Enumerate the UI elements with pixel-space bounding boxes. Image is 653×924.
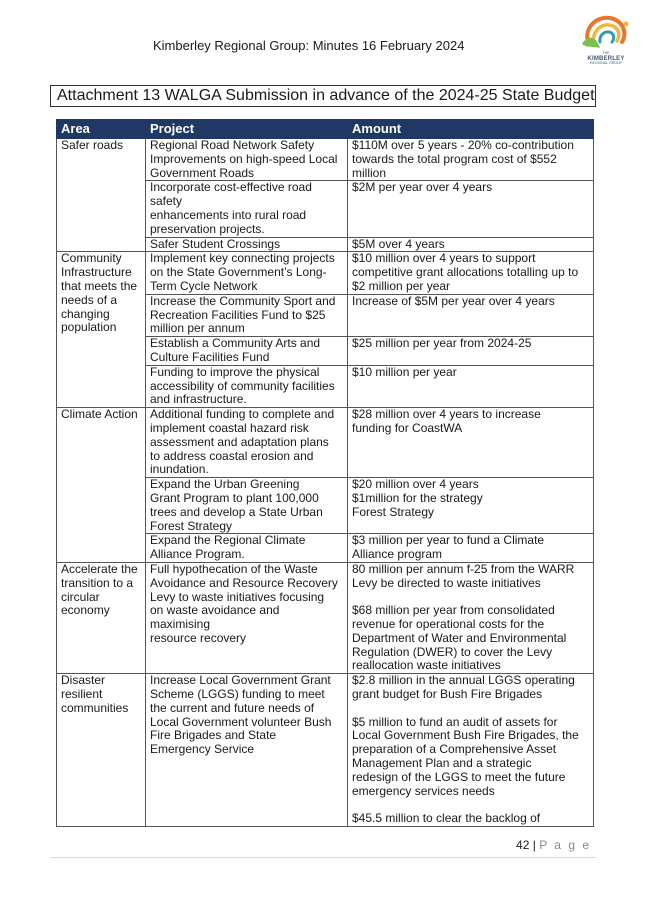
amount-cell <box>348 294 594 336</box>
table-header-row <box>57 120 594 139</box>
budget-table <box>56 119 594 827</box>
area-cell <box>57 562 146 673</box>
amount-cell-line: Forest Strategy <box>352 504 435 519</box>
amount-cell-line: towards the total program cost of $552 <box>352 151 557 166</box>
amount-cell-line: revenue for operational costs for the <box>352 617 545 632</box>
project-cell-line: Levy to waste initiatives focusing <box>150 589 325 604</box>
amount-cell-line: $2 million per year <box>352 278 451 293</box>
amount-cell-line: $45.5 million to clear the backlog of <box>352 811 541 826</box>
project-cell <box>146 252 348 294</box>
amount-cell-line: million <box>352 165 387 180</box>
column-header-amount: Amount <box>348 120 594 139</box>
project-cell-line: Avoidance and Resource Recovery <box>150 575 338 590</box>
table-row <box>57 408 594 478</box>
amount-cell-line: Local Government Bush Fire Brigades, the <box>352 728 579 743</box>
page-number: 42 <box>516 838 530 852</box>
project-cell-line: safety <box>150 194 183 209</box>
kimberley-logo-swirl-icon <box>578 12 634 54</box>
project-cell-line: resource recovery <box>150 630 247 645</box>
amount-cell <box>348 337 594 366</box>
amount-cell <box>348 181 594 237</box>
area-cell-line: population <box>61 320 117 335</box>
area-cell-line: Infrastructure <box>61 265 132 280</box>
table-row <box>57 562 594 673</box>
amount-cell-line: competitive grant allocations totalling up to <box>352 265 579 280</box>
amount-cell-line: funding for CoastWA <box>352 420 463 435</box>
project-cell-line: and infrastructure. <box>150 392 247 407</box>
project-cell-line: Funding to improve the physical <box>150 364 320 379</box>
amount-cell <box>348 237 594 252</box>
attachment-title-box <box>50 85 596 107</box>
logo-subtitle-text: REGIONAL GROUP <box>590 60 622 65</box>
project-cell <box>146 534 348 563</box>
project-cell-line: Incorporate cost-effective road <box>150 180 312 195</box>
footer-divider <box>50 857 596 858</box>
budget-table-body <box>57 139 594 827</box>
area-cell <box>57 674 146 827</box>
project-cell-line: Fire Brigades and State <box>150 728 277 743</box>
project-cell-line: Term Cycle Network <box>150 278 258 293</box>
logo-the-text: THE <box>602 51 610 55</box>
amount-cell-line: $68 million per year from consolidated <box>352 603 555 618</box>
project-cell-line: Forest Strategy <box>150 518 233 533</box>
amount-cell-line: Department of Water and Environmental <box>352 630 567 645</box>
area-cell-line: economy <box>61 603 110 618</box>
project-cell-line: Increase Local Government Grant <box>150 673 331 688</box>
amount-cell-line: redesign of the LGGS to meet the future <box>352 769 566 784</box>
area-cell-line: Disaster <box>61 673 106 688</box>
amount-cell-line: grant budget for Bush Fire Brigades <box>352 687 543 702</box>
amount-cell <box>348 139 594 181</box>
project-cell-line: the current and future needs of <box>150 700 315 715</box>
project-cell-line: Establish a Community Arts and <box>150 336 321 351</box>
logo-name-text: KIMBERLEY <box>587 55 625 62</box>
project-cell-line: preservation projects. <box>150 221 265 236</box>
amount-cell-line: Alliance program <box>352 547 443 562</box>
kimberley-logo <box>578 12 634 70</box>
project-cell-line: implement coastal hazard risk <box>150 420 309 435</box>
area-cell-line: resilient <box>61 687 103 702</box>
amount-cell-line: reallocation waste initiatives <box>352 658 501 673</box>
project-cell-line: trees and develop a State Urban <box>150 504 323 519</box>
amount-cell-line: $20 million over 4 years <box>352 477 479 492</box>
project-cell-line: Improvements on high-speed Local <box>150 151 338 166</box>
amount-cell-line: Increase of $5M per year over 4 years <box>352 293 555 308</box>
amount-cell-line: $5M over 4 years <box>352 236 445 251</box>
project-cell <box>146 237 348 252</box>
project-cell <box>146 294 348 336</box>
project-cell <box>146 562 348 673</box>
project-cell <box>146 408 348 478</box>
amount-cell-line: emergency services needs <box>352 783 495 798</box>
amount-cell-line: $5 million to fund an audit of assets for <box>352 714 558 729</box>
amount-cell-line: $25 million per year from 2024-25 <box>352 336 532 351</box>
column-header-area: Area <box>57 120 146 139</box>
project-cell <box>146 478 348 534</box>
area-cell-line: needs of a <box>61 292 118 307</box>
project-cell <box>146 139 348 181</box>
amount-cell <box>348 478 594 534</box>
area-cell <box>57 408 146 563</box>
project-cell-line: Scheme (LGGS) funding to meet <box>150 687 325 702</box>
project-cell-line: inundation. <box>150 462 209 477</box>
project-cell-line: Culture Facilities Fund <box>150 349 270 364</box>
project-cell-line: on the State Government’s Long- <box>150 265 327 280</box>
table-row <box>57 252 594 294</box>
amount-cell-line: $28 million over 4 years to increase <box>352 407 541 422</box>
amount-cell <box>348 674 594 827</box>
area-cell-line: that meets the <box>61 278 138 293</box>
project-cell <box>146 365 348 407</box>
project-cell-line: Full hypothecation of the Waste <box>150 561 318 576</box>
project-cell-line: Grant Program to plant 100,000 <box>150 490 319 505</box>
page-word: P a g e <box>539 838 591 852</box>
project-cell-line: accessibility of community facilities <box>150 378 335 393</box>
amount-cell-line: $10 million over 4 years to support <box>352 251 536 266</box>
area-cell-line: Community <box>61 251 122 266</box>
amount-cell-line: $110M over 5 years - 20% co-contribution <box>352 138 574 152</box>
project-cell-line: Local Government volunteer Bush <box>150 714 332 729</box>
project-cell-line: Expand the Urban Greening <box>150 477 300 492</box>
page-separator: | <box>532 838 536 852</box>
area-cell-line: Climate Action <box>61 407 138 422</box>
area-cell-line: transition to a <box>61 575 134 590</box>
project-cell-line: Emergency Service <box>150 742 255 757</box>
amount-cell-line <box>352 798 590 812</box>
amount-cell-line: Management Plan and a strategic <box>352 756 532 771</box>
area-cell-line: communities <box>61 700 129 715</box>
amount-cell <box>348 252 594 294</box>
area-cell-line: changing <box>61 306 110 321</box>
amount-cell-line: 80 million per annum f-25 from the WARR <box>352 561 575 576</box>
amount-cell-line <box>352 591 590 605</box>
amount-cell-line: $2.8 million in the annual LGGS operating <box>352 673 575 688</box>
project-cell-line: Government Roads <box>150 165 255 180</box>
project-cell-line: Recreation Facilities Fund to $25 <box>150 307 326 322</box>
amount-cell-line: preparation of a Comprehensive Asset <box>352 742 557 757</box>
project-cell-line: Alliance Program. <box>150 547 245 562</box>
project-cell-line: enhancements into rural road <box>150 207 307 222</box>
project-cell-line: assessment and adaptation plans <box>150 434 329 449</box>
amount-cell <box>348 408 594 478</box>
amount-cell-line: $2M per year over 4 years <box>352 180 493 195</box>
amount-cell <box>348 365 594 407</box>
project-cell-line: Expand the Regional Climate <box>150 533 306 548</box>
area-cell <box>57 139 146 252</box>
project-cell-line: to address coastal erosion and <box>150 448 314 463</box>
amount-cell <box>348 534 594 563</box>
project-cell-line: Regional Road Network Safety <box>150 138 315 152</box>
project-cell-line: million per annum <box>150 321 245 336</box>
table-row <box>57 674 594 827</box>
page-header-title: Kimberley Regional Group: Minutes 16 February 2024 <box>153 38 465 53</box>
amount-cell-line: Regulation (DWER) to cover the Levy <box>352 644 553 659</box>
amount-cell-line <box>352 702 590 716</box>
column-header-project: Project <box>146 120 348 139</box>
area-cell-line: circular <box>61 589 100 604</box>
area-cell-line: Safer roads <box>61 138 124 152</box>
attachment-title: Attachment 13 WALGA Submission in advance of the 2024-25 State Budget <box>57 87 595 104</box>
project-cell-line: maximising <box>150 617 211 632</box>
page-footer <box>516 838 591 852</box>
area-cell-line: Accelerate the <box>61 561 138 576</box>
project-cell <box>146 337 348 366</box>
amount-cell-line: $3 million per year to fund a Climate <box>352 533 545 548</box>
amount-cell-line: Levy be directed to waste initiatives <box>352 575 541 590</box>
project-cell-line: Implement key connecting projects <box>150 251 335 266</box>
amount-cell-line: $10 million per year <box>352 364 457 379</box>
amount-cell <box>348 562 594 673</box>
amount-cell-line: $1million for the strategy <box>352 490 483 505</box>
project-cell <box>146 181 348 237</box>
project-cell-line: Increase the Community Sport and <box>150 293 336 308</box>
project-cell <box>146 674 348 827</box>
area-cell <box>57 252 146 408</box>
project-cell-line: Additional funding to complete and <box>150 407 335 422</box>
table-row <box>57 139 594 181</box>
project-cell-line: Safer Student Crossings <box>150 236 281 251</box>
project-cell-line: on waste avoidance and <box>150 603 280 618</box>
